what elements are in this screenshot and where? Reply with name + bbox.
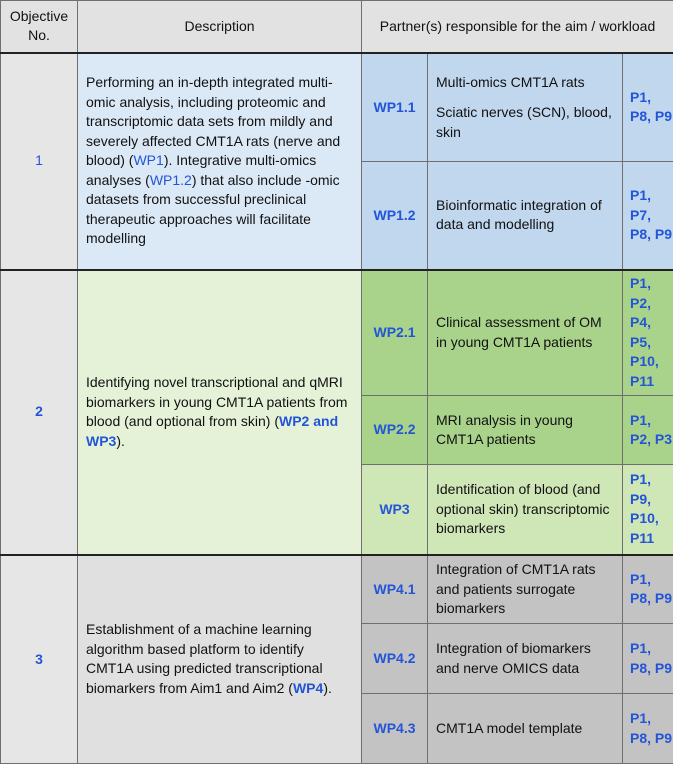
header-partners: Partner(s) responsible for the aim / workload: [362, 1, 673, 53]
description-text: Identifying novel transcriptional and qMRI biomarkers in young CMT1A patients from blood (and optional from skin) (: [86, 374, 347, 429]
wp-code: WP4.2: [362, 624, 428, 694]
wp-task: Bioinformatic integration of data and modelling: [428, 162, 623, 270]
description-text: ). Integrative multi-omics analyses (: [86, 152, 316, 188]
wp-partners: P1, P8, P9: [623, 694, 673, 764]
wp-partners: P1, P2, P3: [623, 396, 673, 465]
description-text: ).: [323, 680, 332, 696]
wp-task: Identification of blood (and optional skin) transcriptomic biomarkers: [428, 465, 623, 555]
wp-task-line: Multi-omics CMT1A rats: [436, 74, 585, 90]
wp-reference: WP1.2: [150, 172, 192, 188]
description-text: Performing an in-depth integrated multi-omic analysis, including proteomic and transcriptomic data sets from mildly and severely affected CMT1A rats (nerve and blood) (: [86, 74, 340, 168]
description-text: ) that also include -omic datasets from successful preclinical therapeutic approaches will facilitate modelling: [86, 172, 340, 247]
wp-code: WP2.1: [362, 270, 428, 396]
objective-description: [78, 555, 362, 764]
objective-number: 1: [1, 53, 78, 270]
objective-description: [78, 53, 362, 270]
objective-number: 2: [1, 270, 78, 555]
wp-partners: P1, P2, P4, P5, P10, P11: [623, 270, 673, 396]
wp-task: Integration of biomarkers and nerve OMICS data: [428, 624, 623, 694]
wp-code: WP1.1: [362, 53, 428, 162]
wp-task: Integration of CMT1A rats and patients surrogate biomarkers: [428, 555, 623, 624]
wp-code: WP4.3: [362, 694, 428, 764]
wp-partners: P1, P9, P10, P11: [623, 465, 673, 555]
wp-partners: P1, P7, P8, P9: [623, 162, 673, 270]
wp-reference: WP4: [293, 680, 323, 696]
wp-reference: WP2 and WP3: [86, 413, 338, 449]
wp-code: WP2.2: [362, 396, 428, 465]
wp-partners: P1, P8, P9: [623, 555, 673, 624]
wp-task: [428, 53, 623, 162]
wp-task-line: Sciatic nerves (SCN), blood, skin: [436, 103, 614, 142]
objective-1-row-wp1-1: [1, 53, 673, 162]
header-row: [1, 1, 673, 53]
objective-2-row-wp2-1: [1, 270, 673, 396]
wp-partners: P1, P8, P9: [623, 624, 673, 694]
description-text: Establishment of a machine learning algorithm based platform to identify CMT1A using predicted transcriptional biomarkers from Aim1 and Aim2 (: [86, 621, 323, 696]
wp-code: WP3: [362, 465, 428, 555]
header-description: Description: [78, 1, 362, 53]
wp-task: CMT1A model template: [428, 694, 623, 764]
wp-code: WP4.1: [362, 555, 428, 624]
objective-number: 3: [1, 555, 78, 764]
wp-task: Clinical assessment of OM in young CMT1A patients: [428, 270, 623, 396]
header-objective-no: Objective No.: [1, 1, 78, 53]
wp-reference: WP1: [133, 152, 163, 168]
wp-partners: P1, P8, P9: [623, 53, 673, 162]
objective-3-row-wp4-1: [1, 555, 673, 624]
objective-description: [78, 270, 362, 555]
wp-code: WP1.2: [362, 162, 428, 270]
wp-task: MRI analysis in young CMT1A patients: [428, 396, 623, 465]
description-text: ).: [116, 433, 125, 449]
